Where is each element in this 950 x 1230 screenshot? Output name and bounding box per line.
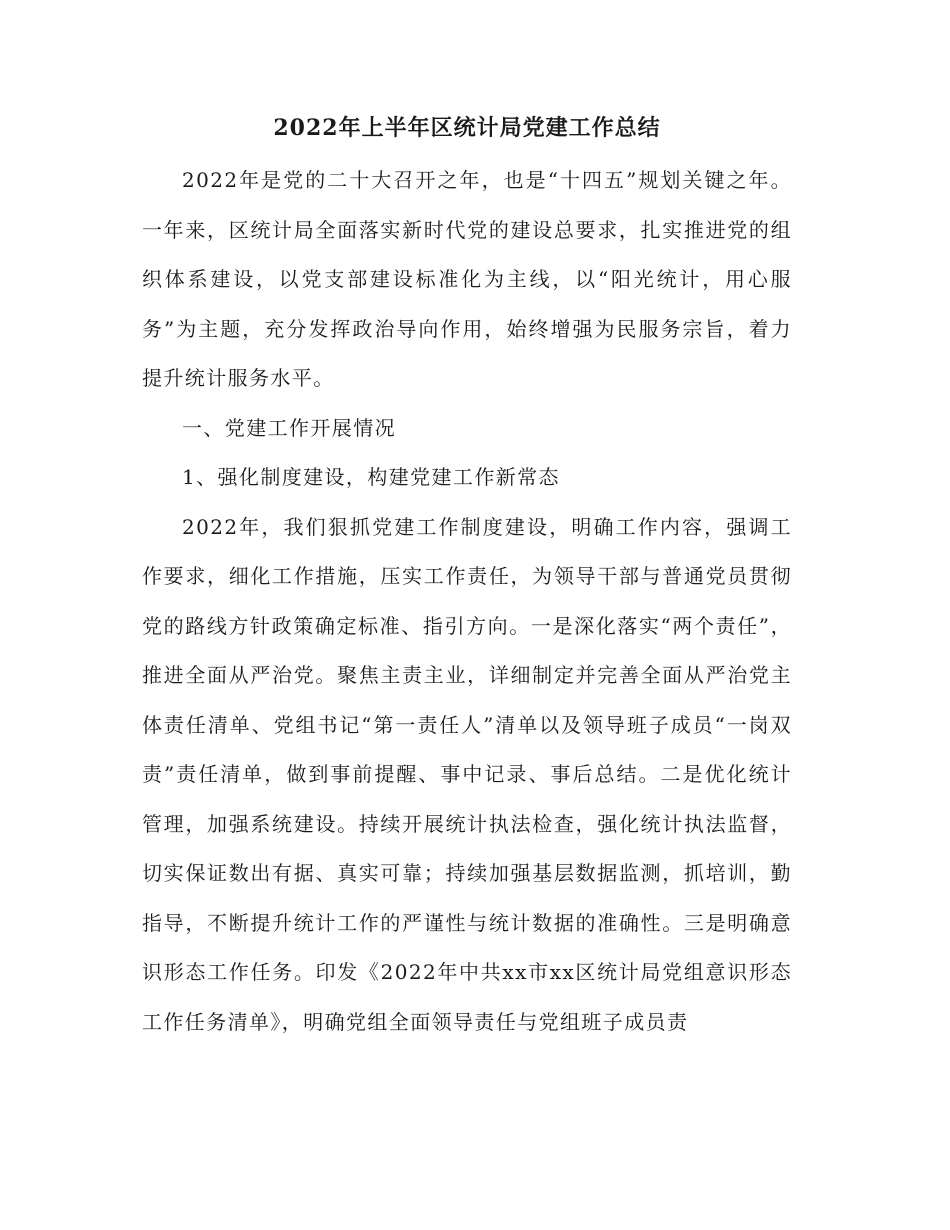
document-title: 2022年上半年区统计局党建工作总结 bbox=[273, 115, 661, 141]
body-paragraph: 2022年，我们狠抓党建工作制度建设，明确工作内容，强调工作要求，细化工作措施，压实工作责任，为领导干部与普通党员贯彻党的路线方针政策确定标准、指引方向。一是深化落实“两个责任”，推进全面从严治党。聚焦主责主业，详细制定并完善全面从严治党主体责任清单、党组书记“第一责任人”清单以及领导班子成员“一岗双责”责任清单，做到事前提醒、事中记录、事后总结。二是优化统计管理，加强系统建设。持续开展统计执法检查，强化统计执法监督，切实保证数出有据、真实可靠；持续加强基层数据监测，抓培训，勤指导，不断提升统计工作的严谨性与统计数据的准确性。三是明确意识形态工作任务。印发《2022年中共xx市xx区统计局党组意识形态工作任务清单》，明确党组全面领导责任与党组班子成员责 bbox=[142, 514, 792, 1034]
subsection-heading: 1、强化制度建设，构建党建工作新常态 bbox=[182, 465, 560, 489]
document-page bbox=[142, 108, 792, 1047]
intro-paragraph: 2022年是党的二十大召开之年，也是“十四五”规划关键之年。一年来，区统计局全面落实新时代党的建设总要求，扎实推进党的组织体系建设，以党支部建设标准化为主线，以“阳光统计，用心服务”为主题，充分发挥政治导向作用，始终增强为民服务宗旨，着力提升统计服务水平。 bbox=[142, 168, 792, 390]
section-heading: 一、党建工作开展情况 bbox=[182, 415, 396, 440]
